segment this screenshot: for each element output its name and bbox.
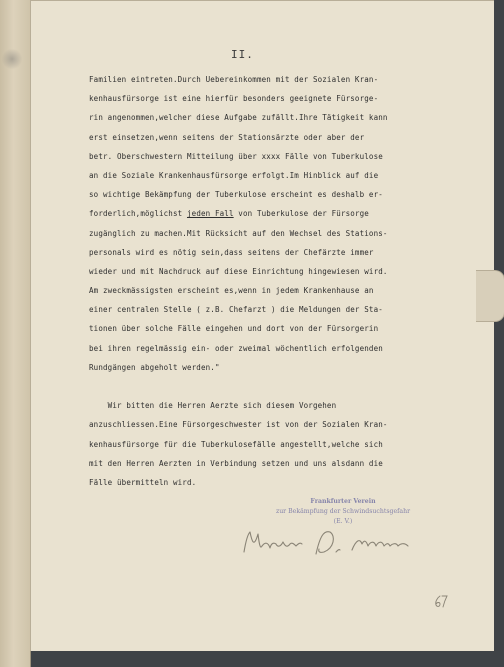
text-line: so wichtige Bekämpfung der Tuberkulose erscheint es deshalb er- <box>89 190 383 200</box>
paragraph-gap <box>89 377 489 396</box>
text-line: Fälle übermitteln wird. <box>89 477 197 487</box>
archive-page-number <box>433 593 449 609</box>
text-line: anzuschliessen.Eine Fürsorgeschwester ist von der Sozialen Kran- <box>89 420 388 430</box>
page-number: II. <box>231 48 254 61</box>
text-line: bei ihren regelmässig ein- oder zweimal wöchentlich erfolgenden <box>89 343 383 353</box>
text-line: personals wird es nötig sein,dass seitens der Chefärzte immer <box>89 247 374 257</box>
text-line: erst einsetzen,wenn seitens der Stationsärzte oder aber der <box>89 132 365 142</box>
text-line: Am zweckmässigsten erscheint es,wenn in jedem Krankenhause an <box>89 286 374 296</box>
text-line: betr. Oberschwestern Mitteilung über xxxx Fälle von Tuberkulose <box>89 151 383 161</box>
stamp-line: (E. V.) <box>333 518 353 525</box>
text-line: tionen über solche Fälle eingehen und dort von der Fürsorgerin <box>89 324 379 334</box>
text-line: einer centralen Stelle ( z.B. Chefarzt ) die Meldungen der Sta- <box>89 305 383 315</box>
spine-mark <box>2 48 22 70</box>
stamp-line: zur Bekämpfung der Schwindsuchtsgefahr <box>275 508 411 515</box>
text-line: zugänglich zu machen.Mit Rücksicht auf den Wechsel des Stations- <box>89 228 388 238</box>
text-line-with-underline <box>89 204 489 223</box>
text-segment: forderlich,möglichst <box>89 209 187 219</box>
text-line: Wir bitten die Herren Aerzte sich diesem Vorgehen <box>89 401 337 411</box>
stamp-line: Frankfurter Verein <box>310 498 376 505</box>
text-line: mit den Herren Aerzten in Verbindung setzen und uns alsdann die <box>89 458 383 468</box>
underlined-phrase: jeden Fall <box>186 209 234 219</box>
typed-letter-body <box>89 70 489 492</box>
text-line: wieder und mit Nachdruck auf diese Einrichtung hingewiesen wird. <box>89 266 388 276</box>
handwritten-signature <box>240 522 440 562</box>
text-segment: von Tuberkulose der Fürsorge <box>233 209 369 219</box>
binding-spine <box>0 0 31 667</box>
text-line: Familien eintreten.Durch Uebereinkommen mit der Sozialen Kran- <box>89 75 379 84</box>
text-line: rin angenommen,welcher diese Aufgabe zufällt.Ihre Tätigkeit kann <box>89 113 388 123</box>
text-line: kenhausfürsorge ist eine hierfür besonders geeignete Fürsorge- <box>89 94 379 104</box>
text-line: kenhausfürsorge für die Tuberkulosefälle angestellt,welche sich <box>89 439 383 449</box>
text-line: an die Soziale Krankenhausfürsorge erfolgt.Im Hinblick auf die <box>89 170 379 180</box>
text-line: Rundgängen abgeholt werden." <box>89 362 220 372</box>
